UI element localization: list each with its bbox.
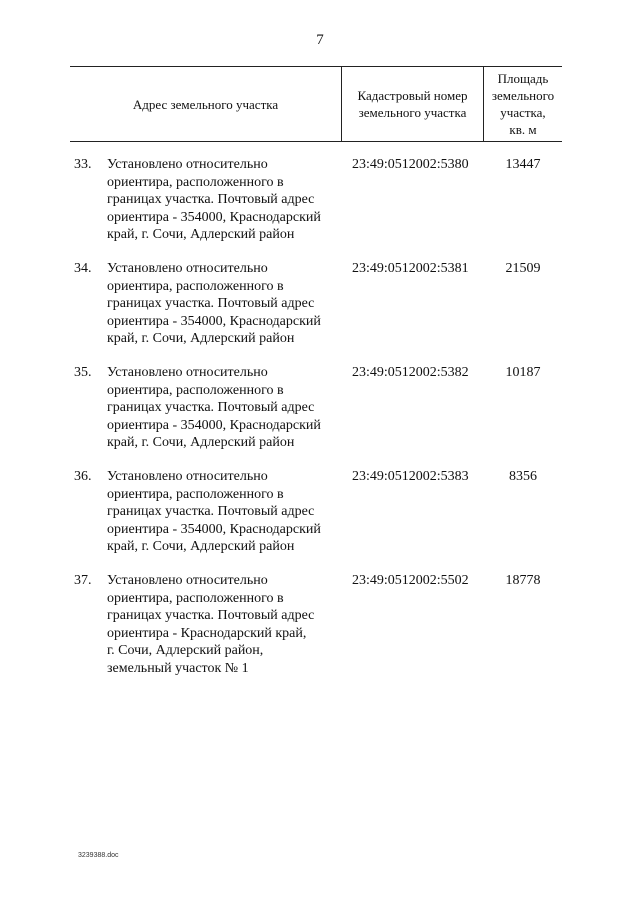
page-number: 7 (316, 32, 324, 48)
row-address: Установлено относительно ориентира, расположенного в границах участка. Почтовый адрес ориентира - 354000, Краснодарский край, г. Сочи, Адлерский район (107, 365, 321, 450)
row-cadastral: 23:49:0512002:5502 (352, 573, 469, 588)
row-area: 8356 (509, 469, 537, 484)
row-area: 18778 (505, 573, 541, 588)
row-area: 13447 (505, 157, 541, 172)
row-area: 21509 (505, 261, 541, 276)
header-cadastral-line2: земельного участка (358, 105, 467, 120)
header-area-line3: участка, (500, 105, 546, 120)
header-area (484, 67, 562, 141)
table-row (70, 364, 562, 468)
table-row (70, 260, 562, 364)
table-row (70, 468, 562, 572)
row-address: Установлено относительно ориентира, расположенного в границах участка. Почтовый адрес ориентира - 354000, Краснодарский край, г. Сочи, Адлерский район (107, 157, 321, 242)
row-address: Установлено относительно ориентира, расположенного в границах участка. Почтовый адрес ориентира - Краснодарский край, г. Сочи, Адлерский район, земельный участок № 1 (107, 573, 315, 676)
row-number: 34. (74, 261, 92, 276)
row-address: Установлено относительно ориентира, расположенного в границах участка. Почтовый адрес ориентира - 354000, Краснодарский край, г. Сочи, Адлерский район (107, 261, 321, 346)
header-cadastral-line1: Кадастровый номер (357, 88, 468, 103)
header-address (70, 67, 342, 141)
row-cadastral: 23:49:0512002:5382 (352, 365, 469, 380)
table-row (70, 156, 562, 260)
document-code: 3239388.doc (78, 852, 119, 859)
row-address: Установлено относительно ориентира, расположенного в границах участка. Почтовый адрес ориентира - 354000, Краснодарский край, г. Сочи, Адлерский район (107, 469, 321, 554)
table-body (70, 156, 562, 676)
table-header (70, 66, 562, 142)
header-area-line4: кв. м (509, 122, 537, 137)
header-area-line1: Площадь (497, 71, 549, 86)
row-number: 33. (74, 157, 92, 172)
row-cadastral: 23:49:0512002:5381 (352, 261, 469, 276)
header-cadastral (342, 67, 484, 141)
row-cadastral: 23:49:0512002:5380 (352, 157, 469, 172)
header-address-label: Адрес земельного участка (132, 96, 279, 112)
table-row (70, 572, 562, 676)
header-area-line2: земельного (491, 88, 555, 103)
row-number: 37. (74, 573, 92, 588)
row-number: 35. (74, 365, 92, 380)
row-number: 36. (74, 469, 92, 484)
row-cadastral: 23:49:0512002:5383 (352, 469, 469, 484)
row-area: 10187 (505, 365, 541, 380)
